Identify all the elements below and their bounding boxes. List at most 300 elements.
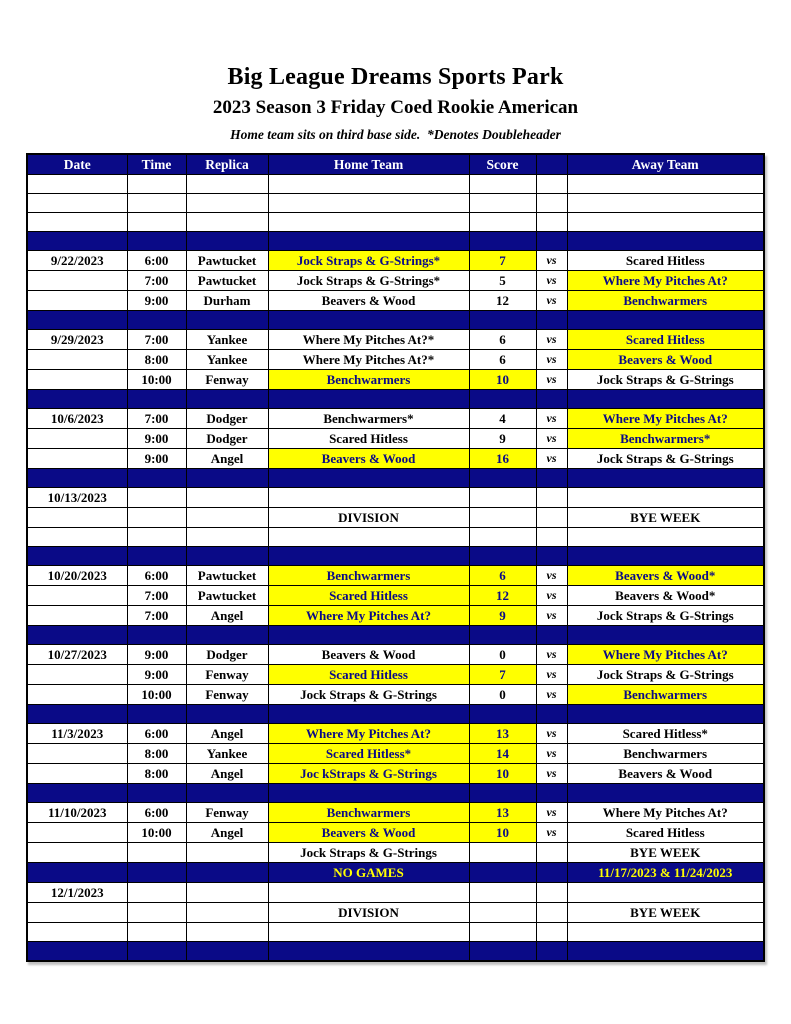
cell-score xyxy=(469,843,536,863)
game-row xyxy=(27,744,764,764)
cell-time: 7:00 xyxy=(127,271,186,291)
cell-vs: vs xyxy=(536,370,567,390)
cell-score: 9 xyxy=(469,429,536,449)
game-row xyxy=(27,429,764,449)
cell-score xyxy=(469,863,536,883)
cell-replica xyxy=(186,903,268,923)
cell-away xyxy=(567,390,764,409)
blank-row xyxy=(27,923,764,942)
cell-score: 4 xyxy=(469,409,536,429)
page-title: Big League Dreams Sports Park xyxy=(227,64,564,90)
cell-date xyxy=(27,390,127,409)
cell-vs: vs xyxy=(536,803,567,823)
game-row xyxy=(27,330,764,350)
cell-score xyxy=(469,942,536,961)
cell-date xyxy=(27,291,127,311)
cell-time: 8:00 xyxy=(127,744,186,764)
blank-row xyxy=(27,194,764,213)
cell-score: 6 xyxy=(469,350,536,370)
info-row xyxy=(27,883,764,903)
season-subtitle: 2023 Season 3 Friday Coed Rookie American xyxy=(212,97,579,118)
game-row xyxy=(27,665,764,685)
cell-home xyxy=(268,883,469,903)
game-row xyxy=(27,606,764,626)
cell-vs xyxy=(536,626,567,645)
cell-home: Where My Pitches At?* xyxy=(268,330,469,350)
cell-vs xyxy=(536,194,567,213)
cell-away: Where My Pitches At? xyxy=(567,645,764,665)
cell-home: Scared Hitless xyxy=(268,586,469,606)
cell-vs: vs xyxy=(536,764,567,784)
schedule-table-body xyxy=(27,175,764,961)
table-header-row xyxy=(27,154,764,175)
cell-home: Beavers & Wood xyxy=(268,291,469,311)
cell-home xyxy=(268,232,469,251)
cell-replica: Dodger xyxy=(186,429,268,449)
cell-date xyxy=(27,665,127,685)
cell-vs xyxy=(536,942,567,961)
cell-home xyxy=(268,784,469,803)
cell-vs xyxy=(536,311,567,330)
cell-replica: Angel xyxy=(186,606,268,626)
cell-time xyxy=(127,232,186,251)
cell-away: Jock Straps & G-Strings xyxy=(567,665,764,685)
cell-score xyxy=(469,528,536,547)
cell-time xyxy=(127,175,186,194)
cell-vs xyxy=(536,488,567,508)
cell-replica xyxy=(186,784,268,803)
cell-home xyxy=(268,923,469,942)
cell-score xyxy=(469,784,536,803)
cell-vs xyxy=(536,175,567,194)
cell-replica: Angel xyxy=(186,449,268,469)
cell-time xyxy=(127,843,186,863)
cell-home: Beavers & Wood xyxy=(268,645,469,665)
game-row xyxy=(27,350,764,370)
cell-home xyxy=(268,705,469,724)
cell-away xyxy=(567,528,764,547)
cell-home: Scared Hitless xyxy=(268,429,469,449)
cell-home xyxy=(268,390,469,409)
cell-score xyxy=(469,488,536,508)
cell-time xyxy=(127,213,186,232)
cell-time: 9:00 xyxy=(127,645,186,665)
cell-away xyxy=(567,175,764,194)
cell-date xyxy=(27,784,127,803)
schedule-table xyxy=(26,153,765,962)
spacer-row xyxy=(27,547,764,566)
cell-score: 10 xyxy=(469,764,536,784)
col-header-away-team: Away Team xyxy=(567,154,764,175)
spacer-row xyxy=(27,784,764,803)
game-row xyxy=(27,409,764,429)
cell-away xyxy=(567,705,764,724)
cell-home: Jock Straps & G-Strings* xyxy=(268,271,469,291)
cell-time: 7:00 xyxy=(127,330,186,350)
cell-away: Where My Pitches At? xyxy=(567,409,764,429)
info-row xyxy=(27,488,764,508)
game-row xyxy=(27,724,764,744)
cell-home: Benchwarmers* xyxy=(268,409,469,429)
cell-time xyxy=(127,784,186,803)
cell-replica: Angel xyxy=(186,724,268,744)
cell-score xyxy=(469,469,536,488)
cell-time xyxy=(127,528,186,547)
game-row xyxy=(27,251,764,271)
cell-score: 5 xyxy=(469,271,536,291)
cell-vs xyxy=(536,883,567,903)
cell-score: 16 xyxy=(469,449,536,469)
cell-vs: vs xyxy=(536,586,567,606)
cell-replica xyxy=(186,843,268,863)
cell-home: DIVISION xyxy=(268,508,469,528)
cell-vs xyxy=(536,508,567,528)
cell-home: NO GAMES xyxy=(268,863,469,883)
cell-replica xyxy=(186,175,268,194)
cell-replica: Durham xyxy=(186,291,268,311)
cell-replica xyxy=(186,923,268,942)
cell-replica: Pawtucket xyxy=(186,271,268,291)
cell-time xyxy=(127,488,186,508)
cell-score: 10 xyxy=(469,823,536,843)
cell-home: Where My Pitches At? xyxy=(268,724,469,744)
info-row xyxy=(27,843,764,863)
info-row xyxy=(27,508,764,528)
cell-replica xyxy=(186,488,268,508)
game-row xyxy=(27,370,764,390)
cell-away: Scared Hitless* xyxy=(567,724,764,744)
cell-score: 12 xyxy=(469,291,536,311)
spacer-row xyxy=(27,942,764,961)
cell-away: Jock Straps & G-Strings xyxy=(567,606,764,626)
cell-vs xyxy=(536,784,567,803)
spacer-row xyxy=(27,469,764,488)
cell-date xyxy=(27,863,127,883)
cell-replica xyxy=(186,194,268,213)
blank-row xyxy=(27,528,764,547)
spacer-row xyxy=(27,705,764,724)
cell-away: Beavers & Wood xyxy=(567,350,764,370)
cell-date: 10/20/2023 xyxy=(27,566,127,586)
cell-time: 7:00 xyxy=(127,409,186,429)
cell-time: 8:00 xyxy=(127,350,186,370)
cell-vs: vs xyxy=(536,251,567,271)
cell-replica: Yankee xyxy=(186,350,268,370)
cell-date xyxy=(27,311,127,330)
cell-replica: Fenway xyxy=(186,685,268,705)
spacer-row xyxy=(27,311,764,330)
cell-away xyxy=(567,194,764,213)
cell-score: 10 xyxy=(469,370,536,390)
cell-date: 9/29/2023 xyxy=(27,330,127,350)
cell-away: Scared Hitless xyxy=(567,330,764,350)
cell-replica: Dodger xyxy=(186,645,268,665)
cell-away xyxy=(567,311,764,330)
cell-time xyxy=(127,942,186,961)
cell-vs xyxy=(536,923,567,942)
cell-time: 10:00 xyxy=(127,370,186,390)
cell-replica xyxy=(186,213,268,232)
cell-replica xyxy=(186,469,268,488)
cell-away: Benchwarmers xyxy=(567,291,764,311)
cell-replica xyxy=(186,390,268,409)
cell-home: Scared Hitless* xyxy=(268,744,469,764)
cell-score: 7 xyxy=(469,251,536,271)
cell-time: 9:00 xyxy=(127,665,186,685)
cell-vs: vs xyxy=(536,291,567,311)
game-row xyxy=(27,645,764,665)
cell-home: Beavers & Wood xyxy=(268,449,469,469)
blank-row xyxy=(27,175,764,194)
cell-vs: vs xyxy=(536,566,567,586)
cell-home xyxy=(268,213,469,232)
game-row xyxy=(27,685,764,705)
cell-score xyxy=(469,923,536,942)
cell-home: Beavers & Wood xyxy=(268,823,469,843)
cell-time: 7:00 xyxy=(127,606,186,626)
cell-replica xyxy=(186,311,268,330)
info-row xyxy=(27,903,764,923)
cell-date xyxy=(27,508,127,528)
game-row xyxy=(27,271,764,291)
cell-date xyxy=(27,271,127,291)
cell-score xyxy=(469,194,536,213)
cell-date: 11/10/2023 xyxy=(27,803,127,823)
cell-date xyxy=(27,626,127,645)
cell-time: 10:00 xyxy=(127,685,186,705)
cell-home xyxy=(268,311,469,330)
cell-score: 13 xyxy=(469,724,536,744)
cell-away xyxy=(567,883,764,903)
cell-vs xyxy=(536,705,567,724)
cell-replica xyxy=(186,883,268,903)
cell-replica xyxy=(186,528,268,547)
cell-date xyxy=(27,370,127,390)
cell-away xyxy=(567,626,764,645)
cell-date xyxy=(27,705,127,724)
cell-score: 6 xyxy=(469,566,536,586)
cell-away: BYE WEEK xyxy=(567,843,764,863)
cell-date xyxy=(27,429,127,449)
cell-date xyxy=(27,685,127,705)
cell-date xyxy=(27,586,127,606)
game-row xyxy=(27,449,764,469)
cell-date xyxy=(27,843,127,863)
cell-away: Scared Hitless xyxy=(567,251,764,271)
cell-away: BYE WEEK xyxy=(567,903,764,923)
cell-vs: vs xyxy=(536,429,567,449)
cell-home: Joc kStraps & G-Strings xyxy=(268,764,469,784)
cell-home: DIVISION xyxy=(268,903,469,923)
cell-away: Beavers & Wood xyxy=(567,764,764,784)
cell-home: Scared Hitless xyxy=(268,665,469,685)
cell-home: Where My Pitches At?* xyxy=(268,350,469,370)
cell-time: 7:00 xyxy=(127,586,186,606)
cell-replica: Pawtucket xyxy=(186,586,268,606)
cell-home: Where My Pitches At? xyxy=(268,606,469,626)
cell-score: 12 xyxy=(469,586,536,606)
cell-replica: Fenway xyxy=(186,370,268,390)
cell-away: Benchwarmers xyxy=(567,685,764,705)
cell-vs: vs xyxy=(536,350,567,370)
cell-away: Scared Hitless xyxy=(567,823,764,843)
cell-date xyxy=(27,469,127,488)
blank-row xyxy=(27,213,764,232)
cell-replica: Fenway xyxy=(186,803,268,823)
cell-score xyxy=(469,390,536,409)
cell-vs: vs xyxy=(536,409,567,429)
cell-date xyxy=(27,213,127,232)
cell-time xyxy=(127,194,186,213)
game-row xyxy=(27,764,764,784)
cell-score xyxy=(469,175,536,194)
cell-away xyxy=(567,784,764,803)
cell-date xyxy=(27,232,127,251)
cell-time xyxy=(127,903,186,923)
cell-replica xyxy=(186,942,268,961)
cell-away: Where My Pitches At? xyxy=(567,803,764,823)
cell-date xyxy=(27,744,127,764)
cell-date xyxy=(27,942,127,961)
cell-date xyxy=(27,528,127,547)
game-row xyxy=(27,803,764,823)
cell-vs xyxy=(536,469,567,488)
cell-score xyxy=(469,547,536,566)
cell-home: Jock Straps & G-Strings* xyxy=(268,251,469,271)
spacer-row xyxy=(27,626,764,645)
cell-time xyxy=(127,923,186,942)
cell-score xyxy=(469,213,536,232)
cell-vs: vs xyxy=(536,665,567,685)
cell-away: BYE WEEK xyxy=(567,508,764,528)
cell-vs: vs xyxy=(536,685,567,705)
cell-replica xyxy=(186,547,268,566)
cell-away: Jock Straps & G-Strings xyxy=(567,370,764,390)
cell-score: 0 xyxy=(469,685,536,705)
cell-replica: Pawtucket xyxy=(186,566,268,586)
cell-date: 12/1/2023 xyxy=(27,883,127,903)
title-block xyxy=(27,64,764,143)
cell-score: 7 xyxy=(469,665,536,685)
cell-score: 6 xyxy=(469,330,536,350)
cell-vs xyxy=(536,903,567,923)
cell-score: 0 xyxy=(469,645,536,665)
game-row xyxy=(27,586,764,606)
cell-home: Benchwarmers xyxy=(268,803,469,823)
cell-time: 8:00 xyxy=(127,764,186,784)
cell-home xyxy=(268,488,469,508)
note-line: Home team sits on third base side. *Denotes Doubleheader xyxy=(230,127,561,142)
cell-away: Where My Pitches At? xyxy=(567,271,764,291)
cell-replica: Angel xyxy=(186,823,268,843)
cell-vs: vs xyxy=(536,744,567,764)
cell-time xyxy=(127,863,186,883)
cell-home xyxy=(268,469,469,488)
nogames-row xyxy=(27,863,764,883)
cell-replica: Yankee xyxy=(186,744,268,764)
cell-vs: vs xyxy=(536,606,567,626)
cell-date: 9/22/2023 xyxy=(27,251,127,271)
spacer-row xyxy=(27,390,764,409)
cell-vs xyxy=(536,213,567,232)
cell-date: 11/3/2023 xyxy=(27,724,127,744)
cell-date: 10/13/2023 xyxy=(27,488,127,508)
cell-date xyxy=(27,547,127,566)
cell-away: Jock Straps & G-Strings xyxy=(567,449,764,469)
cell-vs: vs xyxy=(536,449,567,469)
cell-time: 9:00 xyxy=(127,449,186,469)
cell-replica: Dodger xyxy=(186,409,268,429)
cell-home xyxy=(268,626,469,645)
cell-time xyxy=(127,508,186,528)
cell-replica xyxy=(186,705,268,724)
cell-away: Beavers & Wood* xyxy=(567,566,764,586)
cell-score xyxy=(469,705,536,724)
col-header-home-team: Home Team xyxy=(268,154,469,175)
cell-away: 11/17/2023 & 11/24/2023 xyxy=(567,863,764,883)
cell-replica xyxy=(186,863,268,883)
cell-home xyxy=(268,547,469,566)
cell-score xyxy=(469,508,536,528)
col-header-vs-spacer xyxy=(536,154,567,175)
cell-replica: Pawtucket xyxy=(186,251,268,271)
cell-away xyxy=(567,213,764,232)
cell-date xyxy=(27,903,127,923)
cell-replica: Fenway xyxy=(186,665,268,685)
cell-replica xyxy=(186,508,268,528)
cell-away xyxy=(567,469,764,488)
cell-away: Benchwarmers xyxy=(567,744,764,764)
cell-home: Jock Straps & G-Strings xyxy=(268,843,469,863)
cell-time: 6:00 xyxy=(127,566,186,586)
cell-score: 14 xyxy=(469,744,536,764)
cell-time: 6:00 xyxy=(127,803,186,823)
col-header-replica: Replica xyxy=(186,154,268,175)
cell-time xyxy=(127,626,186,645)
cell-home: Jock Straps & G-Strings xyxy=(268,685,469,705)
cell-away xyxy=(567,923,764,942)
cell-vs: vs xyxy=(536,645,567,665)
cell-vs xyxy=(536,390,567,409)
cell-vs xyxy=(536,232,567,251)
cell-away: Beavers & Wood* xyxy=(567,586,764,606)
cell-replica xyxy=(186,232,268,251)
cell-time xyxy=(127,547,186,566)
cell-away: Benchwarmers* xyxy=(567,429,764,449)
cell-replica: Yankee xyxy=(186,330,268,350)
col-header-score: Score xyxy=(469,154,536,175)
cell-vs xyxy=(536,863,567,883)
cell-date xyxy=(27,606,127,626)
cell-date: 10/27/2023 xyxy=(27,645,127,665)
cell-vs xyxy=(536,528,567,547)
cell-replica: Angel xyxy=(186,764,268,784)
cell-score xyxy=(469,626,536,645)
cell-score: 9 xyxy=(469,606,536,626)
cell-date xyxy=(27,823,127,843)
cell-away xyxy=(567,942,764,961)
cell-away xyxy=(567,232,764,251)
cell-home xyxy=(268,175,469,194)
cell-date xyxy=(27,194,127,213)
cell-vs xyxy=(536,547,567,566)
cell-score: 13 xyxy=(469,803,536,823)
cell-time: 10:00 xyxy=(127,823,186,843)
cell-score xyxy=(469,903,536,923)
cell-time xyxy=(127,390,186,409)
game-row xyxy=(27,566,764,586)
cell-time: 9:00 xyxy=(127,291,186,311)
